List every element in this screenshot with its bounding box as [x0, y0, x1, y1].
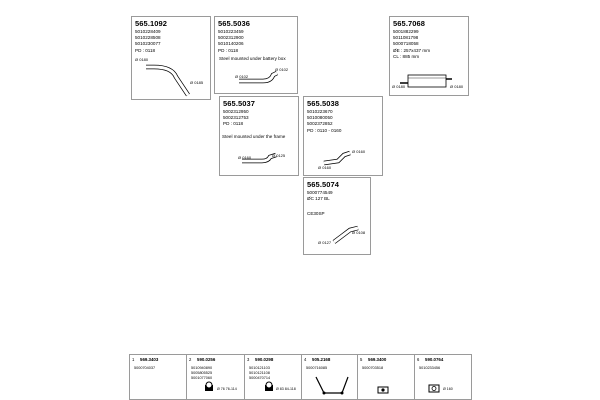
code: 5000704037	[134, 366, 156, 370]
part-card-565-5036	[214, 16, 298, 94]
size-tag: Ø 76 76-114	[217, 387, 237, 391]
bracket-drawing	[302, 355, 358, 399]
part-card-565-5074	[303, 177, 371, 255]
pipe-drawing	[304, 178, 372, 256]
code: 5002312900	[218, 35, 244, 41]
code: 5001077060	[191, 375, 213, 380]
code: 5000703518	[362, 366, 384, 370]
code: 5010228409	[135, 29, 161, 34]
mounting-note: Steel mounted under battery box	[219, 56, 286, 61]
accessory-cell	[302, 355, 358, 399]
part-card-565-5037	[219, 96, 299, 176]
part-number: 565.5074	[307, 180, 340, 189]
diameter-label: Ø 0125	[272, 153, 286, 158]
part-number: 590.0764	[425, 357, 444, 362]
part-number: 565.7068	[393, 19, 426, 28]
accessory-cell	[415, 355, 471, 399]
clamp-drawing	[187, 355, 245, 399]
code: 5000716085	[306, 366, 328, 370]
diameter-label: Ø 0127	[318, 240, 332, 245]
code: 5010223459	[218, 29, 244, 34]
code: 5011081798	[393, 35, 419, 41]
model-note: CE30SP	[307, 211, 325, 216]
pipe-drawing	[215, 17, 299, 95]
part-number: 505.2168	[312, 357, 331, 362]
diameter-label: Ø 0102	[235, 74, 249, 79]
code: 5002312753	[223, 115, 249, 121]
part-number: 565.5038	[307, 99, 340, 108]
part-card-565-1092	[131, 16, 211, 100]
clamp-drawing	[245, 355, 302, 399]
code: 5010230077	[135, 41, 161, 47]
cell-index: 6	[417, 357, 420, 362]
pd-value: PD : 0118	[218, 47, 239, 53]
part-number: 590.0298	[255, 357, 274, 362]
code: 5010121108	[249, 370, 270, 375]
code: 5000718058	[393, 41, 419, 47]
cell-index: 5	[360, 357, 363, 362]
code: 5005805525	[191, 370, 213, 375]
code: 5002372852	[307, 121, 333, 127]
diameter-label: Ø 0180	[392, 84, 406, 89]
size-tag: Ø 83 84-118	[276, 387, 296, 391]
diameter-label: Ø 0180	[135, 57, 149, 62]
pd-value: PD : 0118	[223, 121, 244, 127]
code: 5010140206	[218, 41, 244, 47]
code: 5010080050	[307, 115, 333, 121]
code: 5010223670	[307, 109, 333, 114]
diameter-label: Ø 0160	[318, 165, 332, 170]
code: 5010233456	[419, 366, 441, 370]
part-number: 565.5037	[223, 99, 256, 108]
gasket-drawing	[358, 355, 415, 399]
cell-index: 1	[132, 357, 135, 362]
part-card-565-5038	[303, 96, 383, 176]
flange-drawing	[415, 355, 471, 399]
diameter-label: Ø 0108	[352, 230, 366, 235]
code: 5000470714	[249, 375, 271, 380]
diameter-label: Ø 0180	[450, 84, 464, 89]
pipe-drawing	[132, 17, 212, 101]
code-list	[134, 366, 155, 371]
part-card-565-7068	[389, 16, 469, 96]
part-number: 565.1092	[135, 19, 168, 28]
accessory-strip	[129, 354, 472, 400]
accessory-cell	[130, 355, 187, 399]
part-number: 569.3403	[140, 357, 159, 362]
code: 5002312950	[223, 109, 249, 114]
cell-index: 4	[304, 357, 307, 362]
pd-value: PD : 0110 - 0160	[307, 127, 342, 133]
pipe-drawing	[304, 97, 384, 177]
pipe-drawing	[220, 97, 300, 177]
cl-value: CL : 885 mm	[393, 53, 420, 59]
diameter-label: Ø 0160	[352, 149, 366, 154]
pd-value: PD : 0118	[135, 47, 156, 53]
diameter-label: Ø 0185	[190, 80, 204, 85]
accessory-cell	[245, 355, 302, 399]
code: 5010940890	[191, 366, 213, 370]
part-number: 565.5036	[218, 19, 251, 28]
muffler-drawing	[390, 17, 470, 97]
part-number: 590.0256	[197, 357, 216, 362]
code: 5010228508	[135, 35, 161, 41]
size-tag: Ø 160	[443, 387, 453, 391]
code: 5010121103	[249, 366, 270, 370]
diameter-label: Ø 0160	[238, 155, 252, 160]
part-number: 569.3400	[368, 357, 387, 362]
diameter-label: Ø 0102	[275, 67, 289, 72]
cell-index: 2	[189, 357, 192, 362]
cell-index: 3	[247, 357, 250, 362]
accessory-cell	[358, 355, 415, 399]
accessory-cell	[187, 355, 245, 399]
code: 5000774549	[307, 190, 333, 195]
pd-value: ØE : 257x437 mm	[393, 47, 431, 53]
mounting-note: Steel mounted under the frame	[222, 134, 286, 139]
code: 5001882299	[393, 29, 419, 34]
code: ØC 127 BL	[307, 196, 330, 202]
